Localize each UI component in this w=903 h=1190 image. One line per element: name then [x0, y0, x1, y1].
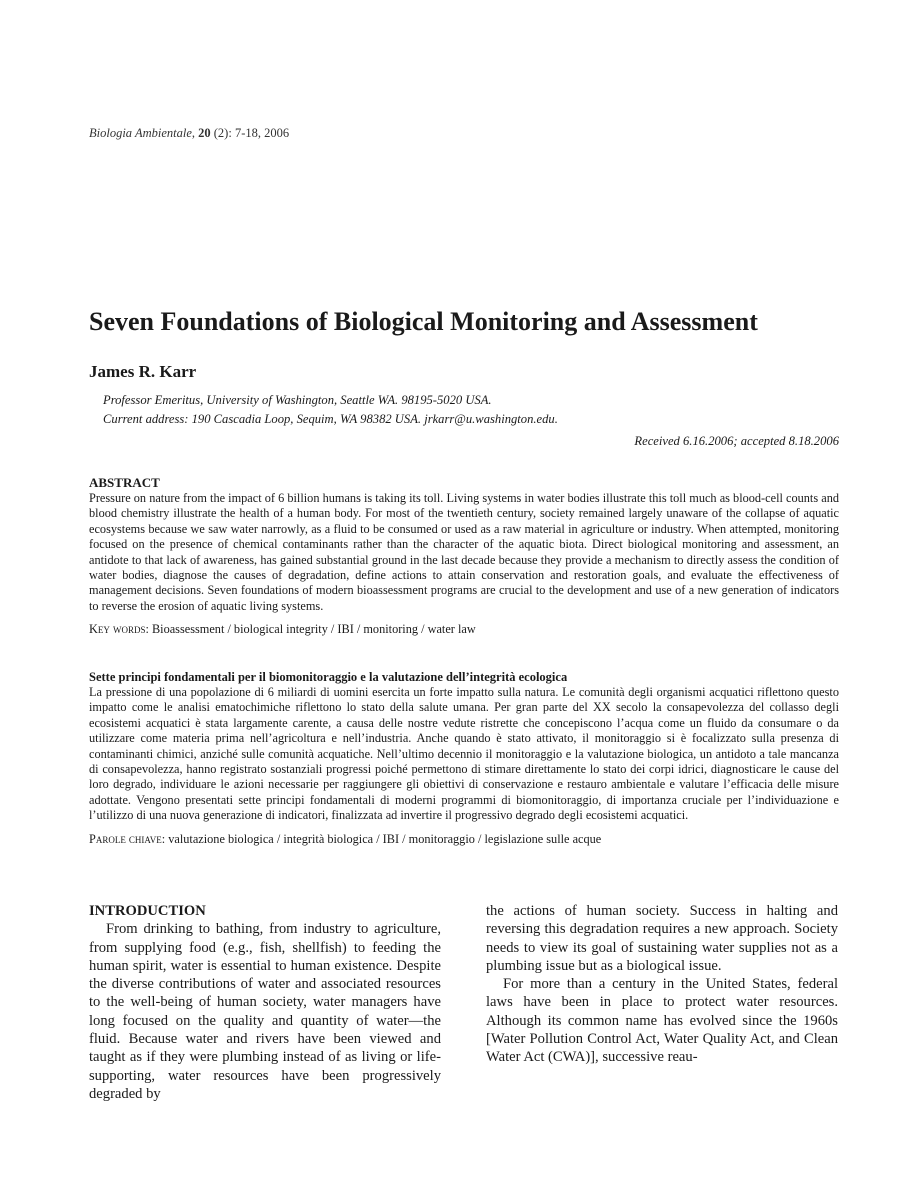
- journal-name: Biologia Ambientale: [89, 126, 192, 140]
- intro-paragraph-1: From drinking to bathing, from industry to agriculture, from supplying food (e.g., fish, shellfish) to feeding the human spirit, water is essential to human existence. Despite the diverse contributions of water and associated resources to the well-being of human society, water managers have long focused on the quality and quantity of water—the fluid. Because water and rivers have been viewed and taught as if they were plumbing instead of as living or life-supporting, water resources have been progressively degraded by: [89, 921, 441, 1102]
- paper-title: Seven Foundations of Biological Monitoring and Assessment: [89, 307, 758, 336]
- keywords-list: : Bioassessment / biological integrity / IBI / monitoring / water law: [145, 622, 476, 637]
- affiliation-line-2: Current address: 190 Cascadia Loop, Sequim, WA 98382 USA. jrkarr@u.washington.edu.: [103, 412, 558, 426]
- keywords-label: Key words: [89, 622, 146, 637]
- intro-paragraph-1-continued: the actions of human society. Success in halting and reversing this degradation requires a new approach. Society needs to view its goal of sustaining water supplies not as a plumbing issue but as a biological issue.: [486, 903, 838, 974]
- intro-paragraph-2: For more than a century in the United States, federal laws have been in place to protect water resources. Although its common name has evolved since the 1960s [Water Pollution Control Act, Water Quality Act, and Clean Water Act (CWA)], successive reau-: [486, 976, 838, 1066]
- italian-keywords-list: : valutazione biologica / integrità biologica / IBI / monitoraggio / legislazione sulle acque: [161, 831, 602, 846]
- citation-comma: ,: [191, 126, 199, 140]
- received-dates: Received 6.16.2006; accepted 8.18.2006: [634, 434, 839, 448]
- italian-abstract-body: La pressione di una popolazione di 6 miliardi di uomini esercita un forte impatto sulla natura. Le comunità degli organismi acquatici riflettono questo impatto come le analisi ematochimiche riflettono lo stato della salute umana. Per gran parte del XX secolo la consapevolezza del collasso degli ecosistemi acquatici è stata largamente carente, a causa delle nostre vedute ristrette che concepiscono l’acqua come un fluido da consumare o da utilizzare come materia prima nell’agricoltura e nell’industria. Anche quando è stato attivato, il monitoraggio si è focalizzato sulla presenza di contaminanti chimici, anziché sulle comunità acquatiche. Nell’ultimo decennio il monitoraggio e la valutazione biologica, un antidoto a tale mancanza di consapevolezza, hanno registrato sostanziali progressi poiché permettono di stimare direttamente lo stato dei corpi idrici, diagnosticare le cause del loro degrado, individuare le azioni necessarie per raggiungere gli obiettivi di conservazione e restauro ambientale e valutare l’efficacia delle misure adottate. Vengono presentati sette principi fondamentali di moderni programmi di biomonitoraggio, di importanza cruciale per l’individuazione e l’utilizzo di una nuova generazione di indicatori, finalizzata ad invertire il progressivo degrado degli ecosistemi acquatici.: [89, 685, 839, 823]
- body-column-left: [89, 902, 441, 1103]
- italian-keywords-label: Parole chiave: [89, 831, 162, 846]
- affiliation-line-1: Professor Emeritus, University of Washington, Seattle WA. 98195-5020 USA.: [103, 393, 492, 407]
- citation-issue-pages: (2): 7-18, 2006: [210, 126, 290, 140]
- keywords: [89, 622, 839, 637]
- introduction-heading: INTRODUCTION: [89, 903, 206, 919]
- body-column-right: [486, 902, 838, 1067]
- abstract-section: [89, 475, 839, 638]
- abstract-heading: ABSTRACT: [89, 475, 160, 490]
- italian-title: Sette principi fondamentali per il biomonitoraggio e la valutazione dell’integrità ecologica: [89, 670, 568, 684]
- journal-citation: [89, 126, 289, 141]
- italian-abstract-section: [89, 669, 839, 847]
- journal-volume: 20: [198, 126, 211, 140]
- abstract-body: Pressure on nature from the impact of 6 billion humans is taking its toll. Living systems in water bodies illustrate this toll much as blood-cell counts and blood chemistry illustrate the health of a human body. For most of the twentieth century, society remained largely unaware of the collapse of aquatic ecosystems because we saw water narrowly, as a fluid to be consumed or used as a raw material in agriculture or industry. When attempted, monitoring focused on the presence of chemical contaminants rather than the character of the aquatic biota. Direct biological monitoring and assessment, an antidote to that lack of awareness, has gained substantial ground in the last decade because they provide a mechanism to directly assess the condition of water bodies, diagnose the causes of degradation, define actions to attain conservation and restoration goals, and evaluate the effectiveness of management decisions. Seven foundations of modern bioassessment programs are crucial to the development and use of a new generation of indicators to reverse the erosion of aquatic living systems.: [89, 491, 839, 613]
- author-name: James R. Karr: [89, 362, 197, 381]
- author-affiliation: [103, 391, 843, 429]
- italian-keywords: [89, 832, 839, 847]
